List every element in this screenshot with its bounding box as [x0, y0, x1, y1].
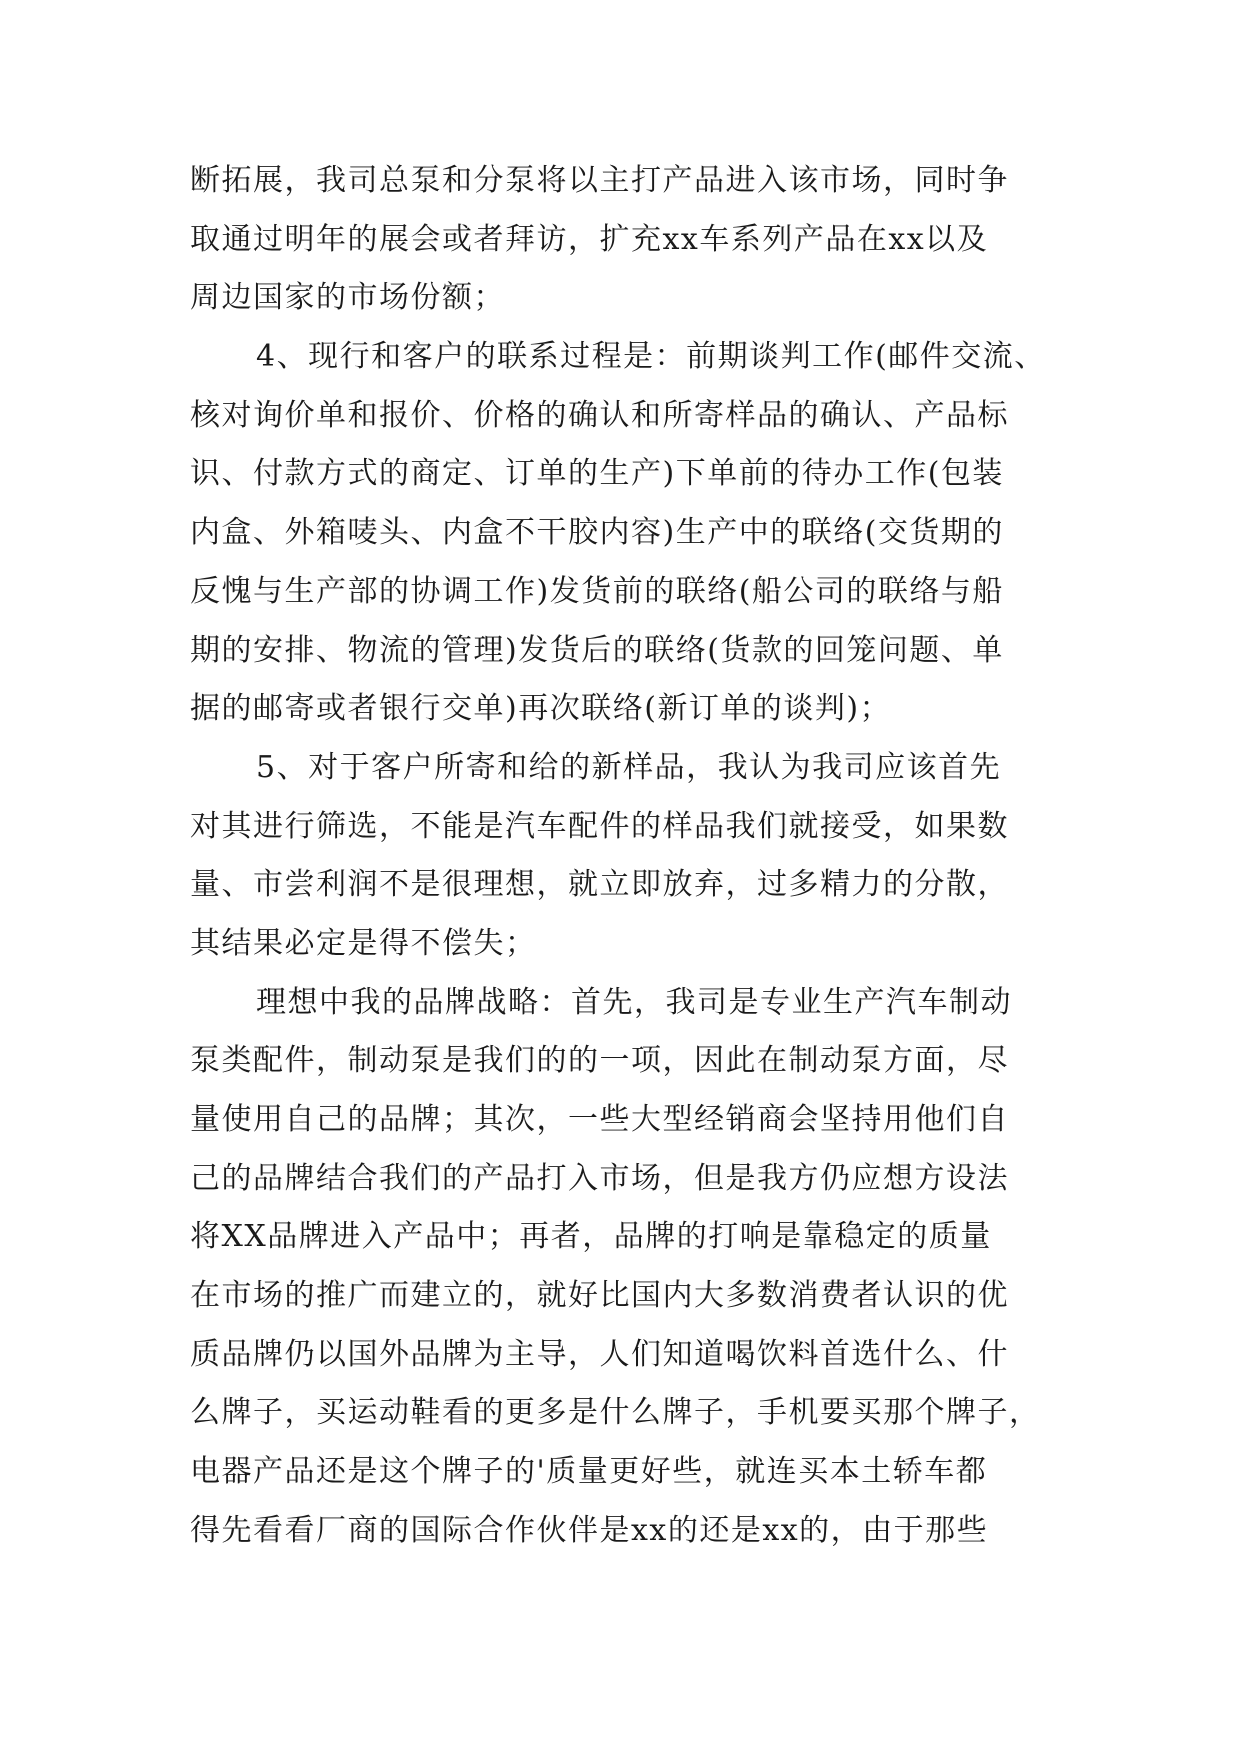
text-line: 其结果必定是得不偿失； — [190, 925, 537, 961]
text-line: 5、对于客户所寄和给的新样品，我认为我司应该首先 — [256, 749, 1002, 785]
text-line: 内盒、外箱唛头、内盒不干胶内容)生产中的联络(交货期的 — [190, 515, 1004, 551]
text-line: 将XX品牌进入产品中；再者，品牌的打响是靠稳定的质量 — [190, 1219, 992, 1255]
text-line: 对其进行筛选，不能是汽车配件的样品我们就接受，如果数 — [190, 808, 1009, 844]
text-line: 反愧与生产部的协调工作)发货前的联络(船公司的联络与船 — [190, 573, 1004, 609]
text-line: 取通过明年的展会或者拜访，扩充xx车系列产品在xx以及 — [190, 221, 989, 257]
text-line: 么牌子，买运动鞋看的更多是什么牌子，手机要买那个牌子， — [190, 1395, 1041, 1431]
text-line: 据的邮寄或者银行交单)再次联络(新订单的谈判)； — [190, 691, 892, 727]
text-line: 电器产品还是这个牌子的'质量更好些，就连买本土轿车都 — [190, 1454, 988, 1490]
text-line: 理想中我的品牌战略：首先，我司是专业生产汽车制动 — [256, 984, 1012, 1020]
text-line: 周边国家的市场份额； — [190, 280, 505, 316]
text-line: 识、付款方式的商定、订单的生产)下单前的待办工作(包装 — [190, 456, 1004, 492]
text-line: 量、市尝利润不是很理想，就立即放弃，过多精力的分散， — [190, 867, 1009, 903]
text-line: 量使用自己的品牌；其次，一些大型经销商会坚持用他们自 — [190, 1102, 1009, 1137]
text-line: 质品牌仍以国外品牌为主导，人们知道喝饮料首选什么、什 — [190, 1336, 1009, 1372]
text-line: 得先看看厂商的国际合作伙伴是xx的还是xx的，由于那些 — [190, 1512, 989, 1548]
text-line: 泵类配件，制动泵是我们的的一项，因此在制动泵方面，尽 — [190, 1043, 1009, 1079]
text-line: 在市场的推广而建立的，就好比国内大多数消费者认识的优 — [190, 1278, 1009, 1314]
text-line: 己的品牌结合我们的产品打入市场，但是我方仍应想方设法 — [190, 1160, 1009, 1196]
text-line: 期的安排、物流的管理)发货后的联络(货款的回笼问题、单 — [190, 632, 1004, 668]
text-line: 核对询价单和报价、价格的确认和所寄样品的确认、产品标 — [190, 397, 1009, 433]
document-body — [190, 152, 1060, 1561]
text-line: 4、现行和客户的联系过程是：前期谈判工作(邮件交流、 — [256, 339, 1046, 375]
text-line: 断拓展，我司总泵和分泵将以主打产品进入该市场，同时争 — [190, 163, 1009, 198]
